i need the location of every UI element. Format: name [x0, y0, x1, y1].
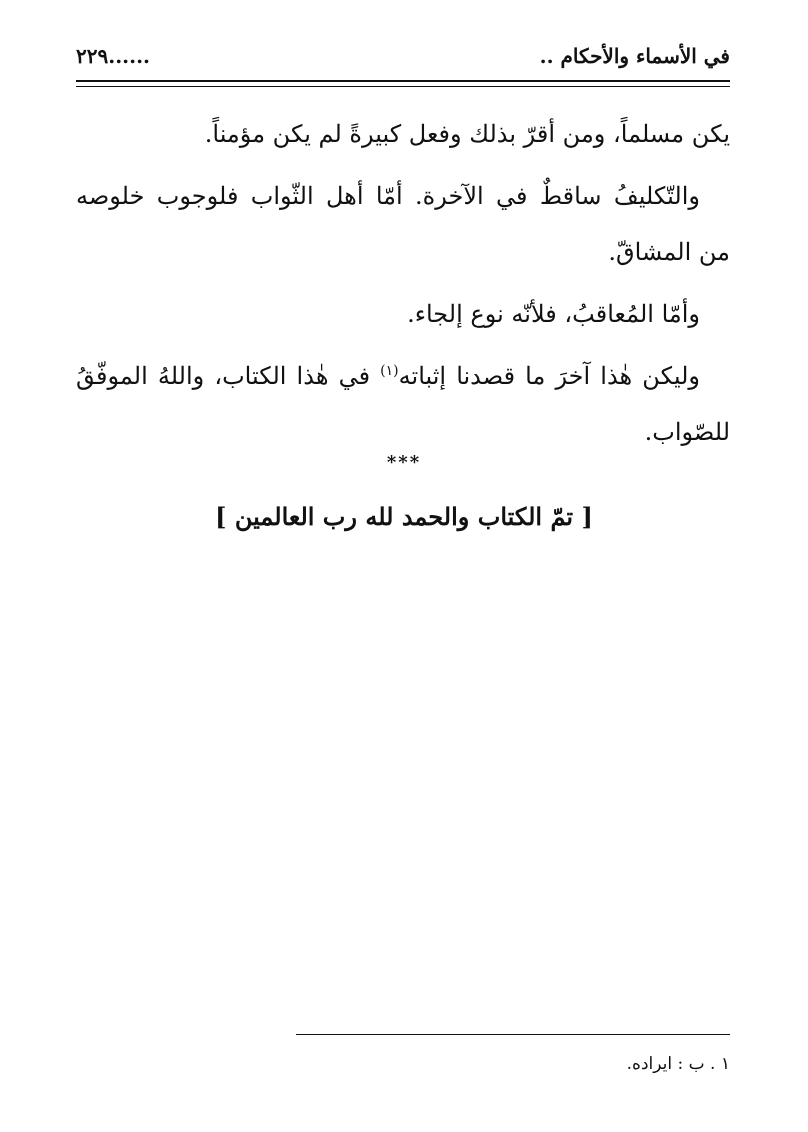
paragraph-3: وأمّا المُعاقبُ، فلأنّه نوع إلجاء.	[407, 300, 700, 328]
closing-statement: [ تمّ الكتاب والحمد لله رب العالمين ]	[215, 502, 593, 531]
paragraph-4-start: وليكن هٰذا آخرَ ما قصدنا إثباته	[398, 362, 700, 390]
page-number: ......٢٢٩	[76, 44, 151, 68]
section-separator: ***	[386, 452, 422, 473]
body-text	[76, 106, 730, 466]
paragraph-1: يكن مسلماً، ومن أقرّ بذلك وفعل كبيرةً لم يكن مؤمناً.	[204, 120, 730, 148]
page-header	[76, 40, 730, 74]
running-title: في الأسماء والأحكام ..	[539, 44, 730, 68]
paragraph-2: والتّكليفُ ساقطٌ في الآخرة. أمّا أهل الثّواب فلوجوب خلوصه من المشاقّ.	[76, 182, 730, 266]
footnote-1: ١ . ب : ايراده.	[626, 1054, 730, 1074]
paragraph-4-end: في هٰذا الكتاب، واللهُ الموفّقُ للصّواب.	[76, 362, 730, 446]
footnote-reference: (١)	[380, 363, 399, 379]
paragraph-4	[76, 348, 730, 460]
header-rule-top	[76, 80, 730, 82]
header-rule-bottom	[76, 86, 730, 87]
footnote-rule	[296, 1034, 730, 1035]
